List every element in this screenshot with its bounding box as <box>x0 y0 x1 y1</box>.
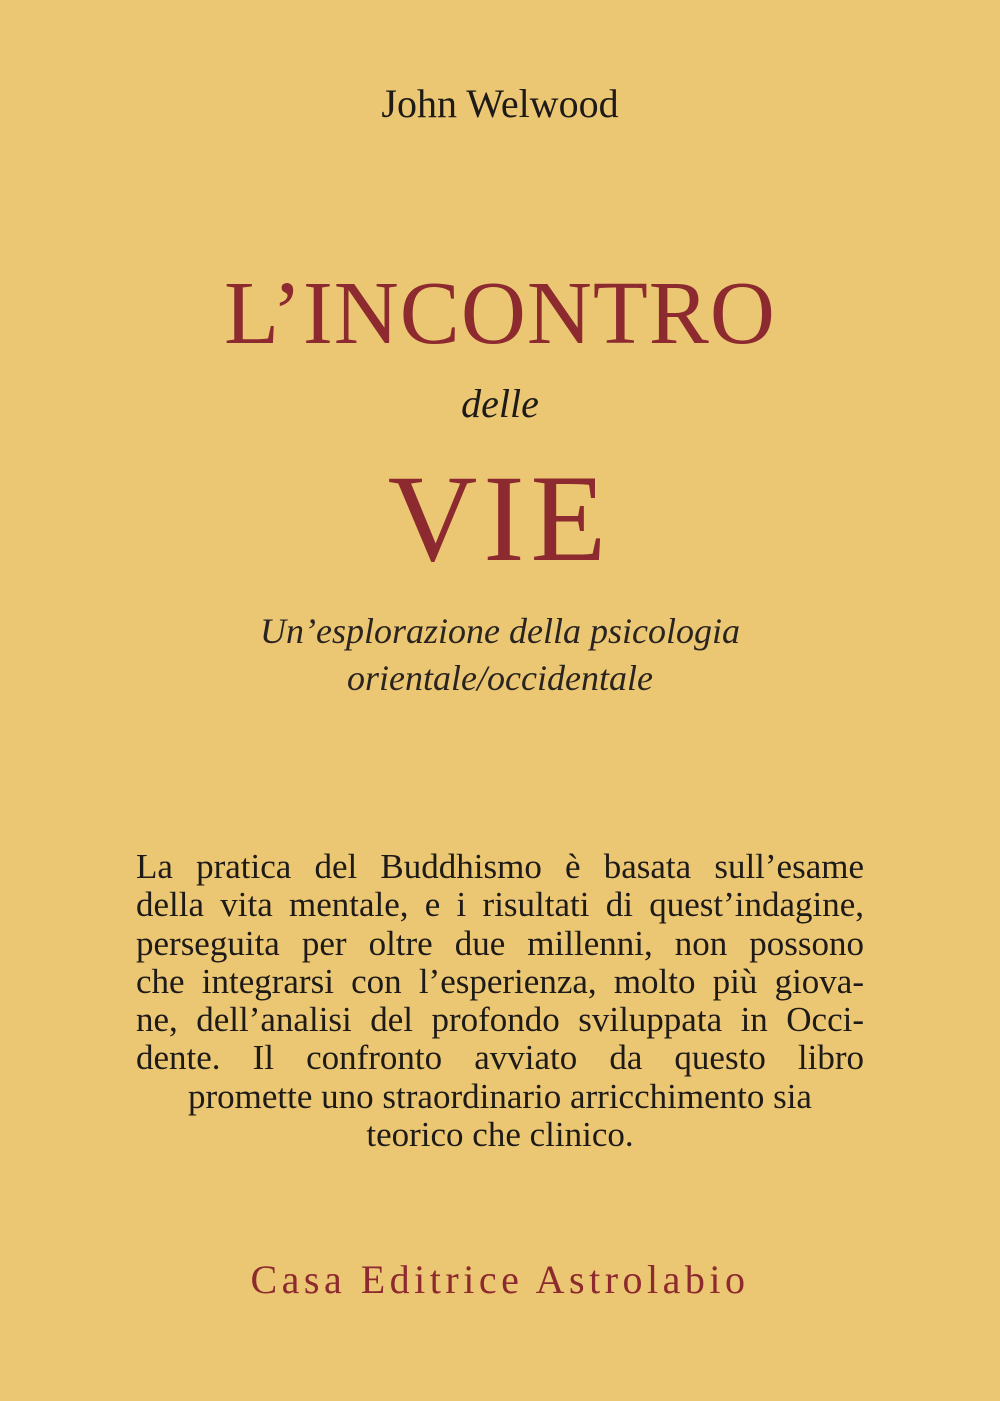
title-line-1: L’INCONTRO <box>224 264 776 363</box>
title-line-3: VIE <box>387 450 613 587</box>
blurb-line: perseguita per oltre due millenni, non possono <box>136 923 864 963</box>
subtitle <box>0 608 1000 702</box>
blurb-line: che integrarsi con l’esperienza, molto più giova- <box>136 961 864 1001</box>
blurb-line: La pratica del Buddhismo è basata sull’esame <box>136 847 864 886</box>
blurb-line: dente. Il confronto avviato da questo libro <box>136 1038 864 1078</box>
subtitle-line: orientale/occidentale <box>347 658 653 698</box>
publisher: Casa Editrice Astrolabio <box>250 1257 750 1302</box>
blurb-line: teorico che clinico. <box>366 1115 634 1155</box>
title-line-2: delle <box>461 381 539 426</box>
blurb-line: della vita mentale, e i risultati di quest’indagine, <box>136 885 864 925</box>
author-name: John Welwood <box>381 81 619 126</box>
subtitle-line: Un’esplorazione della psicologia <box>260 611 740 651</box>
blurb <box>136 848 864 1154</box>
blurb-line: promette uno straordinario arricchimento sia <box>188 1076 812 1116</box>
blurb-line: ne, dell’analisi del profondo sviluppata in Occi- <box>136 1000 864 1040</box>
